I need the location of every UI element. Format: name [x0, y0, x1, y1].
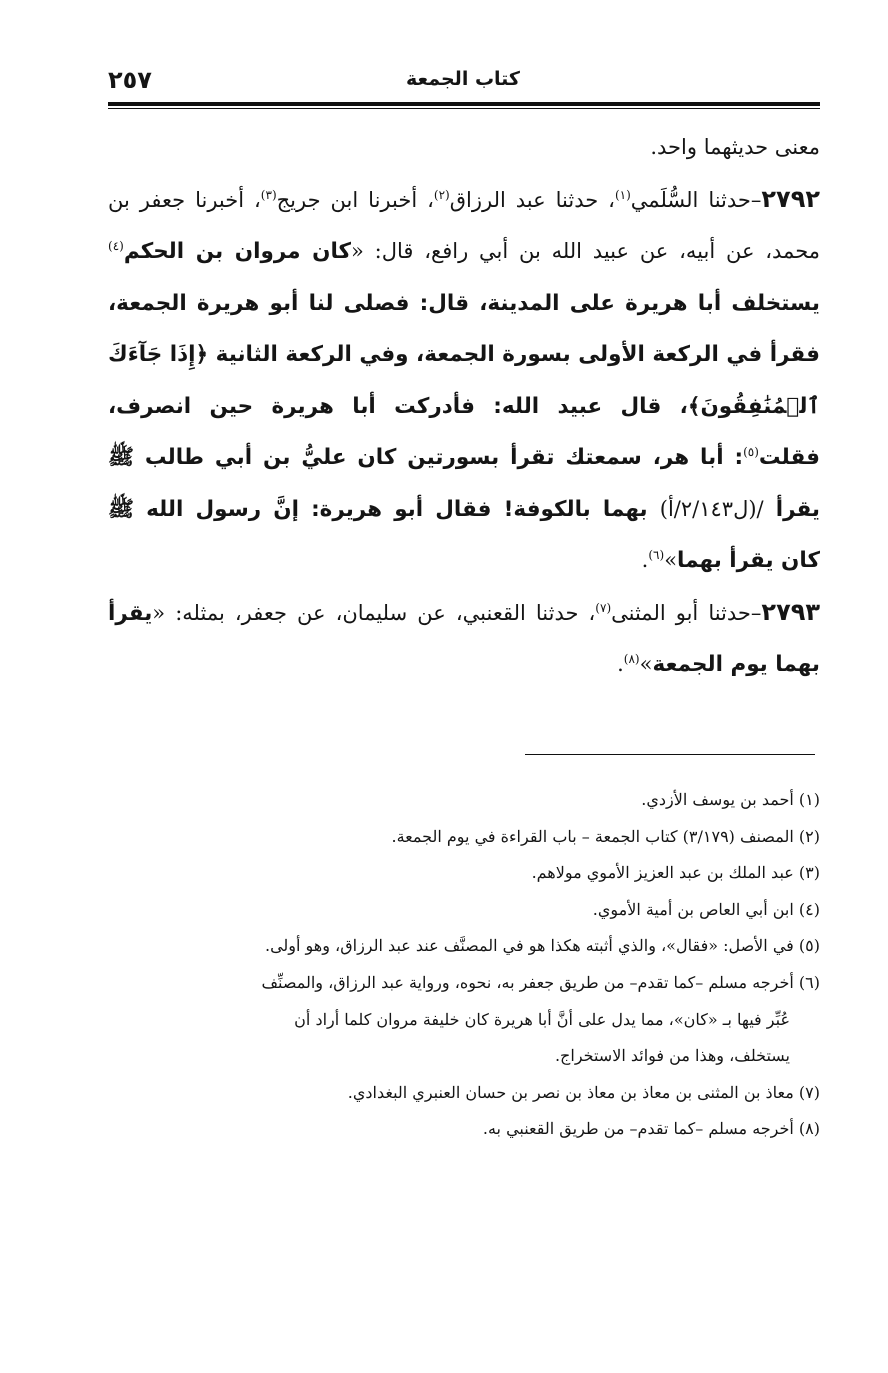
footnote-ref: (٢) [433, 187, 450, 202]
footnote-3: (٣) عبد الملك بن عبد العزيز الأموي مولاهم. [531, 863, 820, 883]
quote-close: » [639, 652, 653, 676]
footnote-4: (٤) ابن أبي العاص بن أمية الأموي. [592, 899, 820, 919]
matn-text: يقرأ بهما يوم الجمعة [108, 600, 820, 677]
footnote-ref: (٣) [260, 187, 277, 202]
footnote-ref: (٤) [108, 239, 124, 253]
paragraph-continuation: معنى حديثهما واحد. [650, 135, 820, 159]
matn-text: بهما بالكوفة! فقال أبو هريرة: إنَّ رسول الله ﷺ كان يقرأ بهما [108, 496, 820, 573]
page-header [108, 64, 820, 102]
period: . [641, 548, 649, 572]
manuscript-marker: /(ل٢/١٤٣/أ) [659, 496, 764, 521]
header-rule [108, 102, 820, 106]
isnad-text: ، حدثنا القعنبي، عن سليمان، عن جعفر، بمثله: « [152, 600, 596, 625]
isnad-text: ، أخبرنا جعفر بن محمد، عن أبيه، عن عبيد الله بن أبي رافع، قال: « [108, 187, 821, 263]
isnad-text: –حدثنا السُّلَمي [630, 187, 762, 212]
footnote-ref: (٨) [623, 652, 640, 666]
period: . [617, 652, 624, 676]
isnad-text: ، حدثنا عبد الرزاق [449, 187, 615, 212]
isnad-text: –حدثنا أبو المثنى [611, 600, 762, 625]
footnote-6-line-3: يستخلف، وهذا من فوائد الاستخراج. [554, 1046, 790, 1066]
running-title: كتاب الجمعة [406, 68, 520, 90]
footnote-ref: (٧) [595, 600, 612, 615]
footnote-1: (١) أحمد بن يوسف الأزدي. [641, 790, 820, 809]
matn-text: : أبا هر، سمعتك تقرأ بسورتين كان عليُّ بن أبي طالب ﷺ يقرأ [108, 445, 820, 522]
hadith-2792 [108, 174, 820, 587]
hadith-number: ٢٧٩٣ [761, 597, 821, 626]
quote-close: » [664, 548, 678, 572]
hadith-number: ٢٧٩٢ [761, 184, 820, 213]
footnote-ref: (٦) [648, 548, 665, 562]
footnote-2: (٢) المصنف (٣/١٧٩) كتاب الجمعة – باب القراءة في يوم الجمعة. [391, 826, 820, 846]
footnote-6: (٦) أخرجه مسلم –كما تقدم– من طريق جعفر به، نحوه، ورواية عبد الرزاق، والمصنِّف [261, 972, 820, 992]
isnad-text: ، أخبرنا ابن جريج [276, 187, 434, 212]
footnote-6-line-2: عُبِّر فيها بـ «كان»، مما يدل على أنَّ أبا هريرة كان خليفة مروان كلما أراد أن [294, 1009, 790, 1029]
footnote-5: (٥) في الأصل: «فقال»، والذي أثبته هكذا هو في المصنَّف عند عبد الرزاق، وهو أولى. [264, 936, 820, 956]
footnotes [108, 782, 820, 1148]
footnote-7: (٧) معاذ بن المثنى بن معاذ بن معاذ بن نصر بن حسان العنبري البغدادي. [347, 1082, 820, 1102]
hadith-2793 [108, 587, 820, 691]
main-text [108, 122, 820, 691]
footnote-ref: (١) [614, 187, 631, 202]
matn-text: كان مروان بن الحكم [123, 239, 352, 264]
page-number: ٢٥٧ [108, 66, 152, 94]
footnote-ref: (٥) [743, 445, 759, 459]
header-rule-thin [108, 108, 820, 109]
footnote-separator [525, 754, 815, 755]
matn-text: يستخلف أبا هريرة على المدينة، قال: فصلى لنا أبو هريرة الجمعة، فقرأ في الركعة الأولى بسورة الجمعة، وفي الركعة الثانية ﴿إِذَا جَآءَكَ ٱلۡمُنَٰفِقُونَ﴾، قال عبيد الله: فأدركت أبا هريرة حين انصرف، فقلت [108, 290, 820, 470]
footnote-8: (٨) أخرجه مسلم –كما تقدم– من طريق القعنبي به. [482, 1119, 820, 1139]
